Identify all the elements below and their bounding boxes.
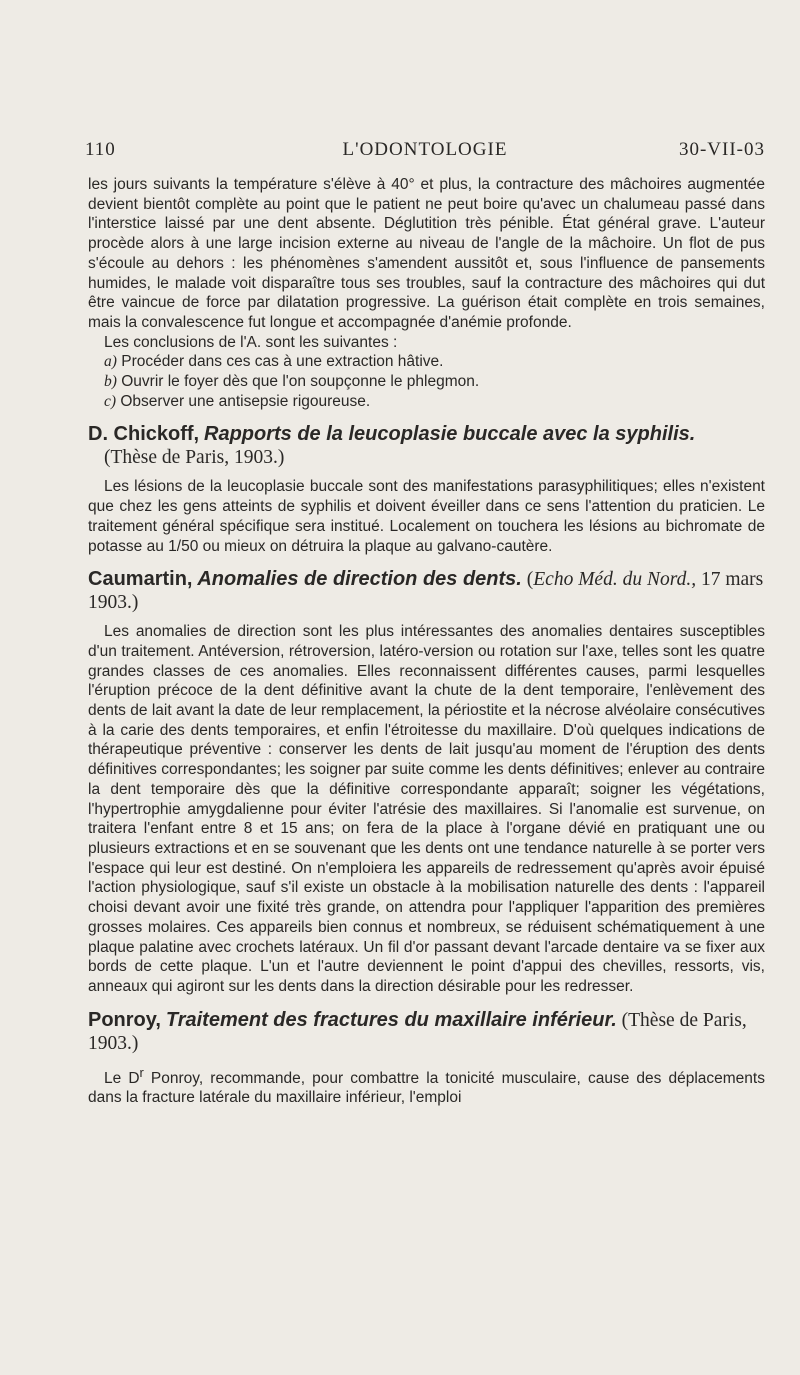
text-start: Le D <box>104 1069 140 1087</box>
section-heading-ponroy <box>88 1009 765 1055</box>
item-marker: c) <box>104 392 117 410</box>
section-author: Ponroy, <box>88 1008 161 1031</box>
page-body <box>88 175 765 1108</box>
item-text: Procéder dans ces cas à une extraction hâtive. <box>121 353 444 371</box>
conclusion-item <box>88 352 765 372</box>
text-rest: Ponroy, recommande, pour combattre la tonicité musculaire, cause des déplacements dans la fracture latérale du maxillaire inférieur, l'emploi <box>88 1069 765 1107</box>
section-heading-chickoff <box>88 423 765 469</box>
section-text-ponroy <box>88 1063 765 1109</box>
page-number: 110 <box>85 139 116 160</box>
intro-paragraph: les jours suivants la température s'élève à 40° et plus, la contracture des mâchoires augmentée devient bientôt complète au point que le patient ne peut boire qu'avec un chalumeau passé dans l'interstice laissé par une dent absente. Déglutition très pénible. État général grave. L'auteur procède alors à une large incision externe au niveau de l'angle de la mâchoire. Un flot de pus s'écoule au dehors : les phénomènes s'amendent aussitôt et, sous l'influence de pansements humides, le malade voit disparaître tous ses troubles, sauf la contracture des mâchoires qui dut être vaincue de force par dilatation progressive. La guérison était complète en trois semaines, mais la convalescence fut longue et accompagnée d'anémie profonde. <box>88 176 765 331</box>
section-author: Caumartin, <box>88 568 193 591</box>
item-marker: a) <box>104 353 117 371</box>
section-source: (Thèse de Paris, 1903.) <box>88 1009 747 1054</box>
source-date: 17 mars 1903.) <box>88 569 764 614</box>
running-header <box>85 139 765 165</box>
section-author: D. Chickoff, <box>88 423 200 446</box>
section-heading-caumartin <box>88 568 765 614</box>
issue-date: 30-VII-03 <box>678 139 765 160</box>
section-text-caumartin: Les anomalies de direction sont les plus intéressantes des anomalies dentaires susceptibles d'un traitement. Antéversion, rétroversion, latéro-version ou rotation sur l'axe, telles sont les quatre grandes classes de ces anomalies. Elles reconnaissent différentes causes, parmi lesquelles l'éruption précoce de la dent définitive avant la chute de la dent temporaire, l'enlèvement des dents de lait avant la date de leur remplacement, la périostite et la nécrose alvéolaire consécutives à la carie des dents temporaires, et enfin l'étroitesse du maxillaire. D'où quelques indications de thérapeutique préventive : conserver les dents de lait jusqu'au moment de l'éruption des dents définitives correspondantes; les soigner par suite comme les dents définitives; enlever au contraire la dent temporaire dès que la définitive correspondante apparaît; soigner les végétations, l'hypertrophie amygdalienne pour éviter l'atrésie des maxillaires. Si l'anomalie est survenue, on traitera l'enfant entre 8 et 15 ans; on fera de la place à l'organe dévié en pratiquant une ou plusieurs extractions et en se souvenant que les dents ont une tendance naturelle à se porter vers l'espace qui leur est destiné. On n'emploiera les appareils de redressement qu'après avoir épuisé l'action physiologique, sauf s'il existe un obstacle à la mobilisation naturelle des dents : l'appareil choisi devant avoir une fixité très grande, on attendra pour l'appliquer l'apparition des premières grosses molaires. Ces appareils bien connus et nombreux, se réduisent schématiquement à une plaque palatine avec crochets latéraux. Un fil d'or passant devant l'arcade dentaire va se fixer aux bords de cette plaque. L'un et l'autre deviennent le point d'appui des chevilles, ressorts, vis, anneaux qui agiront sur les dents dans la direction désirable pour les redresser. <box>88 623 765 995</box>
conclusion-item <box>88 372 765 392</box>
conclusion-item <box>88 392 765 412</box>
item-text: Observer une antisepsie rigoureuse. <box>120 392 371 410</box>
section-title: Anomalies de direction des dents. <box>197 568 522 591</box>
item-text: Ouvrir le foyer dès que l'on soupçonne le phlegmon. <box>121 373 480 391</box>
superscript: r <box>139 1064 144 1080</box>
item-marker: b) <box>104 373 117 391</box>
source-open: ( <box>526 569 534 591</box>
section-title: Traitement des fractures du maxillaire inférieur. <box>165 1008 617 1031</box>
running-title: L'ODONTOLOGIE <box>342 139 508 160</box>
section-source: (Thèse de Paris, 1903.) <box>104 447 285 469</box>
source-journal: Echo Méd. du Nord., <box>533 569 697 591</box>
section-text-chickoff: Les lésions de la leucoplasie buccale sont des manifestations parasyphilitiques; elles n'existent que chez les gens atteints de syphilis et doivent éveiller dans ce sens l'attention du praticien. Le traitement général spécifique sera institué. Localement on touchera les lésions au bichromate de potasse au 1/50 ou mieux on détruira la plaque au galvano-cautère. <box>88 478 765 555</box>
conclusions-intro: Les conclusions de l'A. sont les suivantes : <box>104 333 398 351</box>
section-title: Rapports de la leucoplasie buccale avec la syphilis. <box>204 423 696 446</box>
